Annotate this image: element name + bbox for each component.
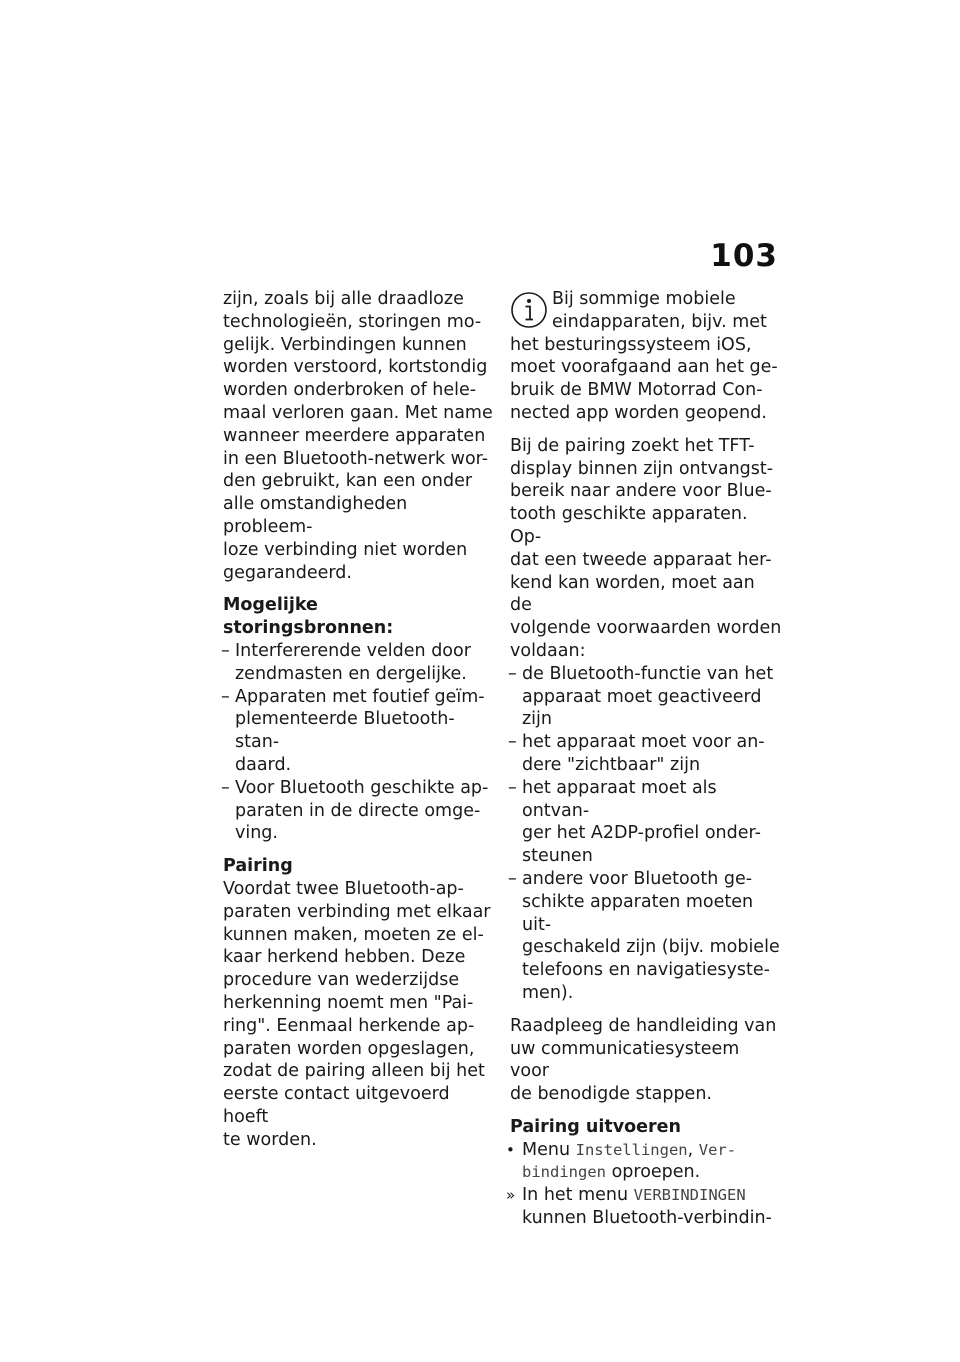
result-marker: » <box>506 1186 516 1205</box>
page-number: 103 <box>710 238 778 274</box>
list-item: – Interfererende velden door zendmasten en dergelijke. <box>221 640 471 684</box>
manual-paragraph: Raadpleeg de handleiding van uw communicatiesysteem voor de benodigde stappen. <box>510 1015 777 1105</box>
list-item: – Apparaten met foutief geïm- plementeerde Bluetooth-stan- daard. <box>221 686 485 775</box>
menu-path-verbindingen-part1: Ver- <box>698 1140 737 1159</box>
info-note <box>510 288 782 334</box>
steps-list <box>506 1139 782 1230</box>
dash-marker: – <box>508 868 517 889</box>
dash-marker: – <box>508 663 517 684</box>
tft-paragraph: Bij de pairing zoekt het TFT- display binnen zijn ontvangst- bereik naar andere voor Blue- tooth geschikte apparaten. Op- dat een tweede apparaat her- kend kan worden, moet aan de volgende voorwaarden worden voldaan: <box>510 435 782 661</box>
dash-marker: – <box>221 640 230 661</box>
dash-marker: – <box>508 732 517 753</box>
sources-heading: Mogelijke storingsbronnen: <box>223 595 394 639</box>
step-item: » In het menu VERBINDINGEN kunnen Bluetooth-verbindin- <box>506 1185 772 1229</box>
dash-marker: – <box>221 686 230 707</box>
menu-path-verbindingen-part2: bindingen <box>522 1163 606 1182</box>
menu-path-verbindingen-upper: VERBINDINGEN <box>633 1186 746 1205</box>
menu-path-instellingen: Instellingen <box>575 1140 688 1159</box>
pairing-heading: Pairing <box>223 856 293 877</box>
list-item: – andere voor Bluetooth ge- schikte apparaten moeten uit- geschakeld zijn (bijv. mobiele telefoons en navigatiesyste- men). <box>508 868 780 1003</box>
bullet-marker: • <box>506 1140 515 1159</box>
list-item: – Voor Bluetooth geschikte ap- paraten in de directe omge- ving. <box>221 777 489 844</box>
list-item: – het apparaat moet voor an- dere "zichtbaar" zijn <box>508 732 765 775</box>
left-column <box>223 288 493 1161</box>
dash-marker: – <box>508 777 517 798</box>
info-circle-icon <box>510 290 548 330</box>
list-item: – het apparaat moet als ontvan- ger het A2DP-profiel onder- steunen <box>508 777 761 867</box>
dash-marker: – <box>221 777 230 798</box>
right-column <box>506 288 782 1240</box>
step-item: • Menu Instellingen, Ver- bindingen oproepen. <box>506 1139 737 1183</box>
sources-list <box>223 640 493 845</box>
conditions-list <box>510 663 782 1005</box>
intro-paragraph: zijn, zoals bij alle draadloze technologieën, storingen mo- gelijk. Verbindingen kunnen worden verstoord, kortstondig worden onderbroken of hele- maal verloren gaan. Met name wanneer meerdere apparaten in een Bluetooth-netwerk wor- den gebruikt, kan een onder alle omstandigheden probleem- loze verbinding niet worden gegarandeerd. <box>223 289 493 583</box>
pairing-paragraph: Voordat twee Bluetooth-ap- paraten verbinding met elkaar kunnen maken, moeten ze el- kaar herkend hebben. Deze procedure van wederzijdse herkenning noemt men "Pai- ring". Eenmaal herkende ap- paraten worden opgeslagen, zodat de pairing alleen bij het eerste contact uitgevoerd hoeft te worden. <box>223 878 491 1150</box>
info-note-first-lines: Bij sommige mobiele eindapparaten, bijv. met <box>552 289 767 332</box>
info-note-rest: het besturingssysteem iOS, moet voorafgaand aan het ge- bruik de BMW Motorrad Con- nected app worden geopend. <box>510 334 778 423</box>
steps-heading: Pairing uitvoeren <box>510 1116 681 1137</box>
list-item: – de Bluetooth-functie van het apparaat moet geactiveerd zijn <box>508 663 774 730</box>
